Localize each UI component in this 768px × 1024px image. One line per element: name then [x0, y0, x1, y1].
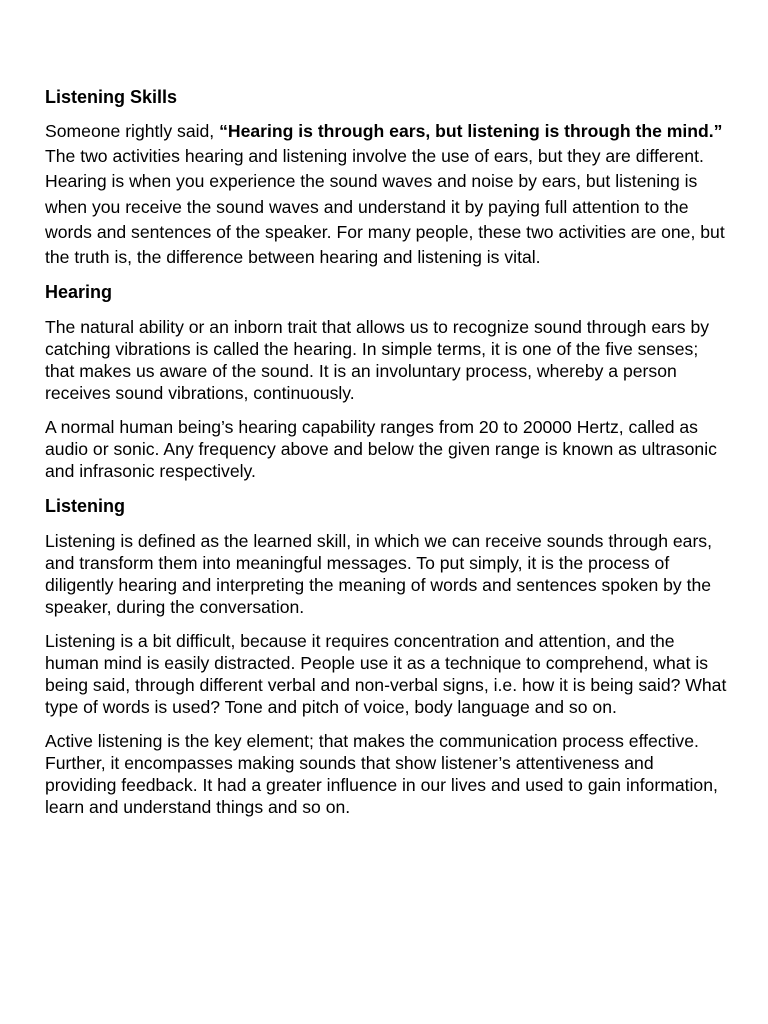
- hearing-paragraph-1: The natural ability or an inborn trait that allows us to recognize sound through ears by catching vibrations is called the hearing. In simple terms, it is one of the five senses; that makes us aware of the sound. It is an involuntary process, whereby a person receives sound vibrations, continuously.: [45, 317, 710, 404]
- listening-paragraph-3: Active listening is the key element; that makes the communication process effective. Further, it encompasses making sounds that show listener’s attentiveness and providing feedback. It had a greater influence in our lives and used to gain information, learn and understand things and so on.: [45, 731, 718, 818]
- intro-paragraph: [45, 119, 729, 270]
- listening-paragraph-1: Listening is defined as the learned skill, in which we can receive sounds through ears, and transform them into meaningful messages. To put simply, it is the process of diligently hearing and interpreting the meaning of words and sentences spoken by the speaker, during the conversation.: [45, 531, 712, 618]
- document-title: Listening Skills: [45, 87, 178, 107]
- hearing-paragraph-2: A normal human being’s hearing capability ranges from 20 to 20000 Hertz, called as audio or sonic. Any frequency above and below the given range is known as ultrasonic and infrasonic respectively.: [45, 417, 717, 482]
- listening-paragraph-2: Listening is a bit difficult, because it requires concentration and attention, and the human mind is easily distracted. People use it as a technique to comprehend, what is being said, through different verbal and non-verbal signs, i.e. how it is being said? What type of words is used? Tone and pitch of voice, body language and so on.: [45, 631, 727, 718]
- intro-quote: “Hearing is through ears, but listening is through the mind.”: [219, 121, 723, 141]
- section-heading-hearing: Hearing: [45, 282, 113, 303]
- intro-rest: The two activities hearing and listening involve the use of ears, but they are different. Hearing is when you experience the sound waves and noise by ears, but listening is when you receive the sound waves and understand it by paying full attention to the words and sentences of the speaker. For many people, these two activities are one, but the truth is, the difference between hearing and listening is vital.: [45, 146, 725, 268]
- section-heading-listening: Listening: [45, 496, 125, 517]
- document-page: [45, 86, 729, 818]
- intro-lead: Someone rightly said,: [45, 121, 220, 141]
